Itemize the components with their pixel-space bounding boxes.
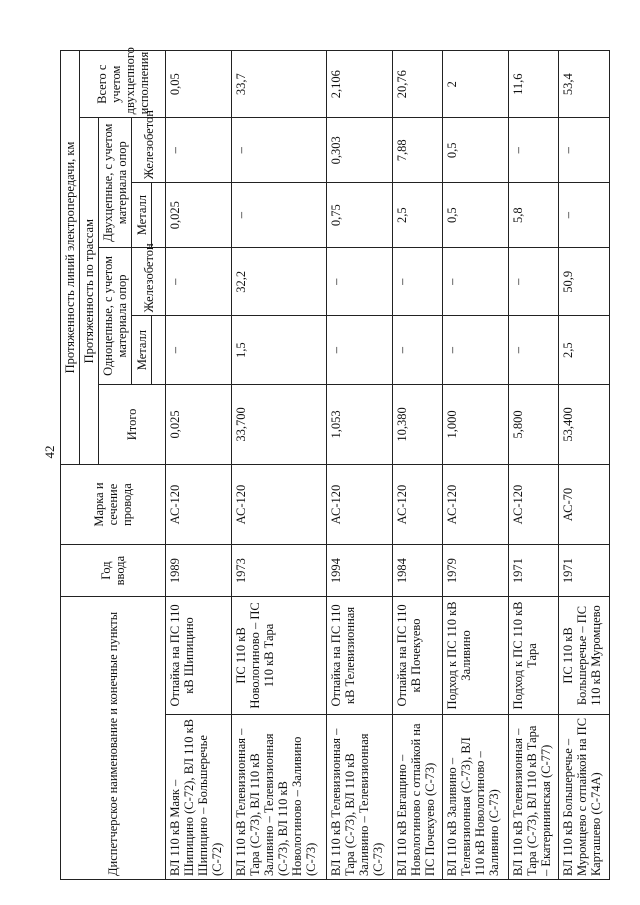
- cell-all: 2,106: [327, 51, 393, 118]
- cell-d-conc: –: [166, 118, 232, 183]
- table-row: [166, 51, 232, 880]
- header-single-metal: Металл: [132, 316, 152, 384]
- cell-s-conc: –: [508, 248, 559, 316]
- cell-year: 1979: [443, 545, 509, 597]
- cell-all: 0,05: [166, 51, 232, 118]
- header-single-concrete: Железобетон: [132, 248, 166, 316]
- cell-year: 1989: [166, 545, 232, 597]
- header-spacer: [152, 316, 166, 384]
- cell-d-conc: –: [231, 118, 327, 183]
- cell-all: 11,6: [508, 51, 559, 118]
- cell-wire: АС-120: [443, 464, 509, 544]
- cell-d-metal: 0,025: [166, 183, 232, 248]
- cell-total: 5,800: [508, 384, 559, 464]
- cell-all: 53,4: [559, 51, 610, 118]
- cell-name: ВЛ 110 кВ Большеречье – Муромцево с отпайкой на ПС Карташево (С-74А): [559, 714, 610, 879]
- rotated-table-container: [60, 47, 610, 880]
- cell-d-conc: 0,5: [443, 118, 509, 183]
- cell-s-conc: 50,9: [559, 248, 610, 316]
- cell-year: 1971: [559, 545, 610, 597]
- cell-name: ВЛ 110 кВ Телевизионная – Тара (С-73), ВЛ 110 кВ Заливино – Телевизионная (С-73): [327, 714, 393, 879]
- cell-d-conc: –: [559, 118, 610, 183]
- cell-name: ВЛ 110 кВ Телевизионная – Тара (С-73), ВЛ 110 кВ Заливино – Телевизионная (С-73), ВЛ 110 кВ Новологиново – Заливино (С-73): [231, 714, 327, 879]
- cell-point: Отпайка на ПС 110 кВ Телевизионная: [327, 597, 393, 715]
- cell-d-metal: 0,5: [443, 183, 509, 248]
- table-row: [231, 51, 327, 880]
- cell-name: ВЛ 110 кВ Заливино – Телевизионная (С-73), ВЛ 110 кВ Новологиново – Заливино (С-73): [443, 714, 509, 879]
- cell-wire: АС-70: [559, 464, 610, 544]
- cell-d-conc: 7,88: [392, 118, 443, 183]
- cell-wire: АС-120: [392, 464, 443, 544]
- cell-s-metal: –: [508, 316, 559, 384]
- header-length-group: Протяженность линий электропередачи, км: [61, 51, 80, 465]
- cell-s-conc: –: [327, 248, 393, 316]
- cell-total: 0,025: [166, 384, 232, 464]
- cell-year: 1971: [508, 545, 559, 597]
- cell-point: Подход к ПС 110 кВ Заливино: [443, 597, 509, 715]
- header-total: Итого: [99, 384, 166, 464]
- header-double: Двухцепные, с учетом материала опор: [99, 118, 132, 248]
- cell-point: Отпайка на ПС 110 кВ Почекуево: [392, 597, 443, 715]
- header-wire: Марка и сечение провода: [61, 464, 166, 544]
- cell-s-metal: 1,5: [231, 316, 327, 384]
- cell-all: 20,76: [392, 51, 443, 118]
- cell-d-metal: 5,8: [508, 183, 559, 248]
- table-row: [559, 51, 610, 880]
- cell-total: 10,380: [392, 384, 443, 464]
- cell-year: 1973: [231, 545, 327, 597]
- cell-wire: АС-120: [231, 464, 327, 544]
- table-row: [443, 51, 509, 880]
- cell-s-conc: –: [166, 248, 232, 316]
- cell-d-metal: 0,75: [327, 183, 393, 248]
- cell-s-metal: –: [166, 316, 232, 384]
- header-spacer: [152, 183, 166, 248]
- table-row: [327, 51, 393, 880]
- header-double-concrete: Железобетон: [132, 118, 166, 183]
- cell-total: 33,700: [231, 384, 327, 464]
- cell-wire: АС-120: [327, 464, 393, 544]
- cell-s-metal: 2,5: [559, 316, 610, 384]
- cell-d-metal: –: [231, 183, 327, 248]
- cell-wire: АС-120: [508, 464, 559, 544]
- header-double-metal: Металл: [132, 183, 152, 248]
- table-row: [508, 51, 559, 880]
- cell-name: ВЛ 110 кВ Евгащино – Новологиново с отпайкой на ПС Почекуево (С-73): [392, 714, 443, 879]
- cell-s-metal: –: [392, 316, 443, 384]
- cell-year: 1984: [392, 545, 443, 597]
- cell-d-metal: –: [559, 183, 610, 248]
- cell-point: ПС 110 кВ Новологиново – ПС 110 кВ Тара: [231, 597, 327, 715]
- cell-s-conc: 32,2: [231, 248, 327, 316]
- header-year: Год ввода: [61, 545, 166, 597]
- cell-s-conc: –: [392, 248, 443, 316]
- cell-d-conc: 0,303: [327, 118, 393, 183]
- cell-name: ВЛ 110 кВ Телевизионная – Тара (С-73), ВЛ 110 кВ Тара – Екатерининская (С-77): [508, 714, 559, 879]
- table-row: [392, 51, 443, 880]
- page-number: 42: [42, 445, 57, 459]
- cell-total: 1,053: [327, 384, 393, 464]
- header-single: Одноцепные, с учетом материала опор: [99, 248, 132, 385]
- cell-name: ВЛ 110 кВ Маяк – Шипицино (С-72), ВЛ 110 кВ Шипицино – Большеречье (С-72): [166, 714, 232, 879]
- cell-total: 53,400: [559, 384, 610, 464]
- cell-s-metal: –: [327, 316, 393, 384]
- cell-point: Подход к ПС 110 кВ Тара: [508, 597, 559, 715]
- header-name: Диспетчерское наименование и конечные пункты: [61, 597, 166, 880]
- cell-point: Отпайка на ПС 110 кВ Шипицино: [166, 597, 232, 715]
- power-lines-table: [60, 47, 610, 880]
- cell-all: 2: [443, 51, 509, 118]
- cell-wire: АС-120: [166, 464, 232, 544]
- header-by-route: Протяженность по трассам: [80, 118, 99, 465]
- cell-s-metal: –: [443, 316, 509, 384]
- cell-total: 1,000: [443, 384, 509, 464]
- header-grand-total: Всего с учетом двухцепного исполнения: [80, 51, 166, 118]
- cell-point: ПС 110 кВ Большеречье – ПС 110 кВ Муромцево: [559, 597, 610, 715]
- cell-d-conc: –: [508, 118, 559, 183]
- cell-all: 33,7: [231, 51, 327, 118]
- cell-d-metal: 2,5: [392, 183, 443, 248]
- cell-year: 1994: [327, 545, 393, 597]
- cell-s-conc: –: [443, 248, 509, 316]
